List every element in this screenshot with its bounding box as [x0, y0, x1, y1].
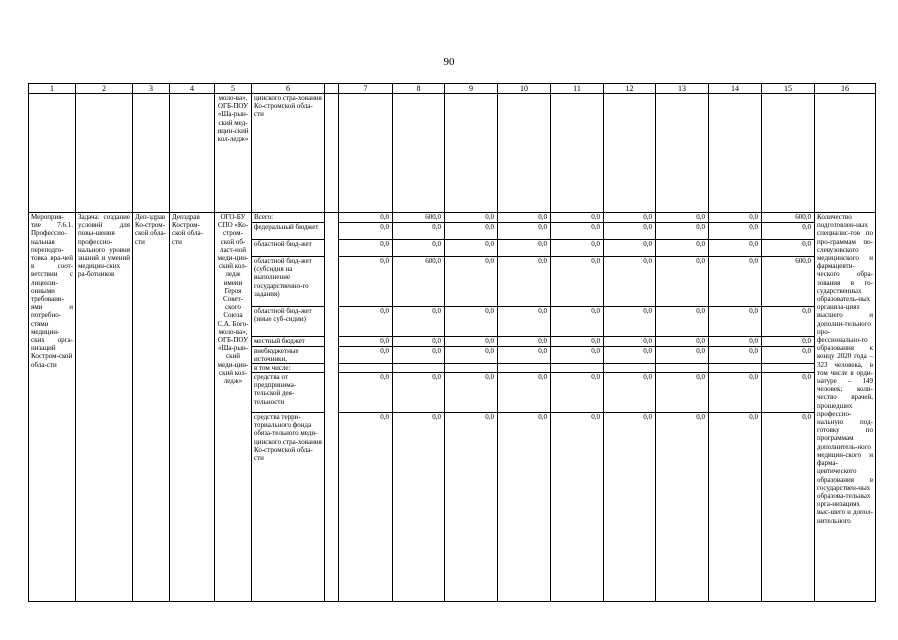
- header-cell: 14: [709, 84, 762, 94]
- value-cell: 0,0: [339, 347, 392, 364]
- indicator-cell: Количество подготовлен-ных специалис-тов по про-граммам по-слевузовского медицинского и фармацевти-ческого обра-зования в го-сударственных образователь-ных организа-циях высшего и дополни-тельного про-фессионально-го образования к концу 2020 года – 323 человека, в том числе в орди-натуре – 149 человек; коли-чество врачей, прошедших профессио-нальную под-готовку по программам дополнитель-ного медицин-ского и фарма-цевтического образования в государствен-ных образова-тельных орга-низациях выс-шего и допол-нительного: [815, 213, 876, 602]
- header-cell: 8: [393, 84, 445, 94]
- table-row: [29, 94, 876, 213]
- header-cell: 12: [604, 84, 656, 94]
- value-cell: 0,0: [498, 223, 550, 240]
- value-cell: 0,0: [393, 240, 444, 257]
- value-cell: [709, 364, 761, 373]
- value-cell: [762, 364, 814, 373]
- value-cell: 0,0: [591, 413, 600, 421]
- executor-cell: моло-ва», ОГБ-ПОУ «Ша-рын-ский мед-ицин-ский кол-ледж»: [215, 94, 252, 213]
- value-cell: 0,0: [498, 240, 550, 257]
- page-number: 90: [443, 56, 455, 68]
- value-cell: 0,0: [393, 373, 444, 413]
- table-row: [29, 213, 876, 602]
- header-cell: 9: [445, 84, 498, 94]
- value-cell: 0,0: [339, 213, 392, 223]
- measure-cell: Мероприя-тие 7.6.1. Профессио-нальная переподго-товка вра-чей в соот-ветствии с лицензи-онными требовани-ями и потребно-стями медицин-ских орга-низаций Костром-ской обла-сти: [29, 213, 76, 602]
- value-cell: 0,0: [485, 413, 494, 421]
- value-column: [498, 213, 551, 602]
- value-cell: 0,0: [604, 257, 655, 307]
- program-table: [28, 83, 876, 602]
- value-cell: 0,0: [656, 223, 708, 240]
- value-cell: 0,0: [709, 337, 761, 347]
- value-cell: [445, 364, 497, 373]
- value-cell: [551, 364, 603, 373]
- coexecutor-cell: Депздрав Костром-ской обла-сти: [170, 213, 215, 602]
- header-cell: [325, 84, 339, 94]
- value-cell: 0,0: [709, 213, 761, 223]
- value-cell: 0,0: [393, 347, 444, 364]
- value-cell: 0,0: [604, 240, 655, 257]
- value-column: [339, 213, 393, 602]
- value-column: [762, 213, 815, 602]
- funding-sources-cell: [252, 213, 325, 602]
- value-cell: 0,0: [445, 373, 497, 413]
- value-cell: 0,0: [656, 307, 708, 337]
- value-cell: [498, 364, 550, 373]
- value-cell: 0,0: [393, 223, 444, 240]
- value-cell: 0,0: [762, 307, 814, 337]
- value-cell: 0,0: [445, 257, 497, 307]
- executor-cell: ОГО-БУ СПО «Ко-стром-ской об-ласт-ной меди-цин-ский кол-ледж имени Героя Совет-ского Союза С.А. Бого-моло-ва», ОГБ-ПОУ «Ша-рын-ский меди-цин-ский кол-ледж»: [215, 213, 252, 602]
- value-cell: [339, 364, 392, 373]
- value-cell: 0,0: [393, 337, 444, 347]
- header-cell: 4: [170, 84, 215, 94]
- value-column: [393, 213, 445, 602]
- header-cell: 3: [133, 84, 170, 94]
- header-cell: 11: [551, 84, 604, 94]
- funding-source: в том числе:: [252, 364, 324, 373]
- value-cell: 600,0: [762, 213, 814, 223]
- value-cell: 0,0: [551, 307, 603, 337]
- value-cell: 0,0: [380, 413, 389, 421]
- funding-source: местный бюджет: [252, 337, 324, 347]
- value-cell: 0,0: [802, 413, 811, 421]
- value-cell: 0,0: [762, 240, 814, 257]
- value-cell: 0,0: [445, 337, 497, 347]
- value-cell: 0,0: [498, 307, 550, 337]
- value-cell: 0,0: [656, 347, 708, 364]
- responsible-cell: Деп-здрав Ко-стром-ской обла-сти: [133, 213, 170, 602]
- value-cell: 0,0: [656, 257, 708, 307]
- header-row: [29, 84, 876, 94]
- value-cell: 0,0: [709, 240, 761, 257]
- value-cell: 0,0: [445, 307, 497, 337]
- value-cell: 0,0: [445, 213, 497, 223]
- header-cell: 7: [339, 84, 393, 94]
- header-cell: 6: [252, 84, 325, 94]
- value-cell: 0,0: [762, 347, 814, 364]
- source-cell: цинского стра-хования Ко-стромской обла-сти: [252, 94, 325, 213]
- value-cell: 0,0: [339, 240, 392, 257]
- value-cell: 0,0: [551, 337, 603, 347]
- value-cell: 0,0: [498, 337, 550, 347]
- value-cell: 0,0: [604, 337, 655, 347]
- value-cell: 0,0: [709, 373, 761, 413]
- value-cell: 0,0: [498, 347, 550, 364]
- funding-source: средства терри-ториального фонда обяза-тельного меди-цинского стра-хования Ко-стромской обла-сти: [254, 413, 322, 463]
- funding-source: внебюджетные источники,: [252, 347, 324, 364]
- value-cell: 0,0: [339, 223, 392, 240]
- value-cell: 0,0: [762, 223, 814, 240]
- header-cell: 1: [29, 84, 76, 94]
- value-cell: 0,0: [656, 240, 708, 257]
- value-cell: 0,0: [339, 307, 392, 337]
- value-column: [604, 213, 656, 602]
- value-cell: 600,0: [393, 257, 444, 307]
- value-cell: [393, 364, 444, 373]
- value-cell: 0,0: [749, 413, 758, 421]
- value-cell: 0,0: [709, 257, 761, 307]
- funding-source: областной бюд-жет (субсидия на выполнение государственно-го задания): [252, 257, 324, 307]
- value-cell: 0,0: [432, 413, 441, 421]
- value-cell: 0,0: [551, 240, 603, 257]
- value-cell: 0,0: [393, 307, 444, 337]
- value-cell: 0,0: [551, 373, 603, 413]
- value-cell: 0,0: [604, 307, 655, 337]
- value-cell: 0,0: [762, 337, 814, 347]
- funding-source: средства от предпринима-тельской дея-тельности: [252, 373, 324, 413]
- value-cell: 0,0: [604, 223, 655, 240]
- value-cell: 0,0: [339, 257, 392, 307]
- value-column: [656, 213, 709, 602]
- funding-source: федеральный бюджет: [252, 223, 324, 240]
- value-cell: 600,0: [762, 257, 814, 307]
- funding-source: областной бюд-жет (иные суб-сидии): [252, 307, 324, 337]
- value-cell: 0,0: [656, 337, 708, 347]
- header-cell: 15: [762, 84, 815, 94]
- value-cell: 0,0: [709, 307, 761, 337]
- value-column: [445, 213, 498, 602]
- value-cell: 0,0: [604, 373, 655, 413]
- funding-source: областной бюд-жет: [252, 240, 324, 257]
- value-column: [709, 213, 762, 602]
- value-cell: 0,0: [339, 337, 392, 347]
- value-cell: 0,0: [604, 347, 655, 364]
- value-cell: 0,0: [445, 240, 497, 257]
- value-cell: 0,0: [696, 413, 705, 421]
- value-cell: 0,0: [498, 257, 550, 307]
- value-cell: 0,0: [445, 347, 497, 364]
- value-cell: 0,0: [445, 223, 497, 240]
- value-cell: 0,0: [604, 213, 655, 223]
- header-cell: 2: [76, 84, 133, 94]
- value-cell: 0,0: [656, 373, 708, 413]
- value-cell: 0,0: [709, 223, 761, 240]
- value-cell: 0,0: [762, 373, 814, 413]
- value-cell: 0,0: [551, 347, 603, 364]
- value-cell: 0,0: [339, 373, 392, 413]
- value-cell: 0,0: [551, 213, 603, 223]
- funding-source: Всего:: [252, 213, 324, 223]
- value-cell: 0,0: [709, 347, 761, 364]
- value-cell: 0,0: [498, 213, 550, 223]
- value-cell: 0,0: [538, 413, 547, 421]
- value-cell: 0,0: [551, 223, 603, 240]
- value-column: [551, 213, 604, 602]
- header-cell: 10: [498, 84, 551, 94]
- header-cell: 13: [656, 84, 709, 94]
- value-cell: [604, 364, 655, 373]
- value-cell: 600,0: [393, 213, 444, 223]
- header-cell: 16: [815, 84, 876, 94]
- value-cell: 0,0: [498, 373, 550, 413]
- header-cell: 5: [215, 84, 252, 94]
- value-cell: [656, 364, 708, 373]
- task-cell: Задача: создание условий для повы-шения профессио-нального уровня знаний и умений медицин-ских ра-ботников: [76, 213, 133, 602]
- value-cell: 0,0: [643, 413, 652, 421]
- value-cell: 0,0: [656, 213, 708, 223]
- value-cell: 0,0: [551, 257, 603, 307]
